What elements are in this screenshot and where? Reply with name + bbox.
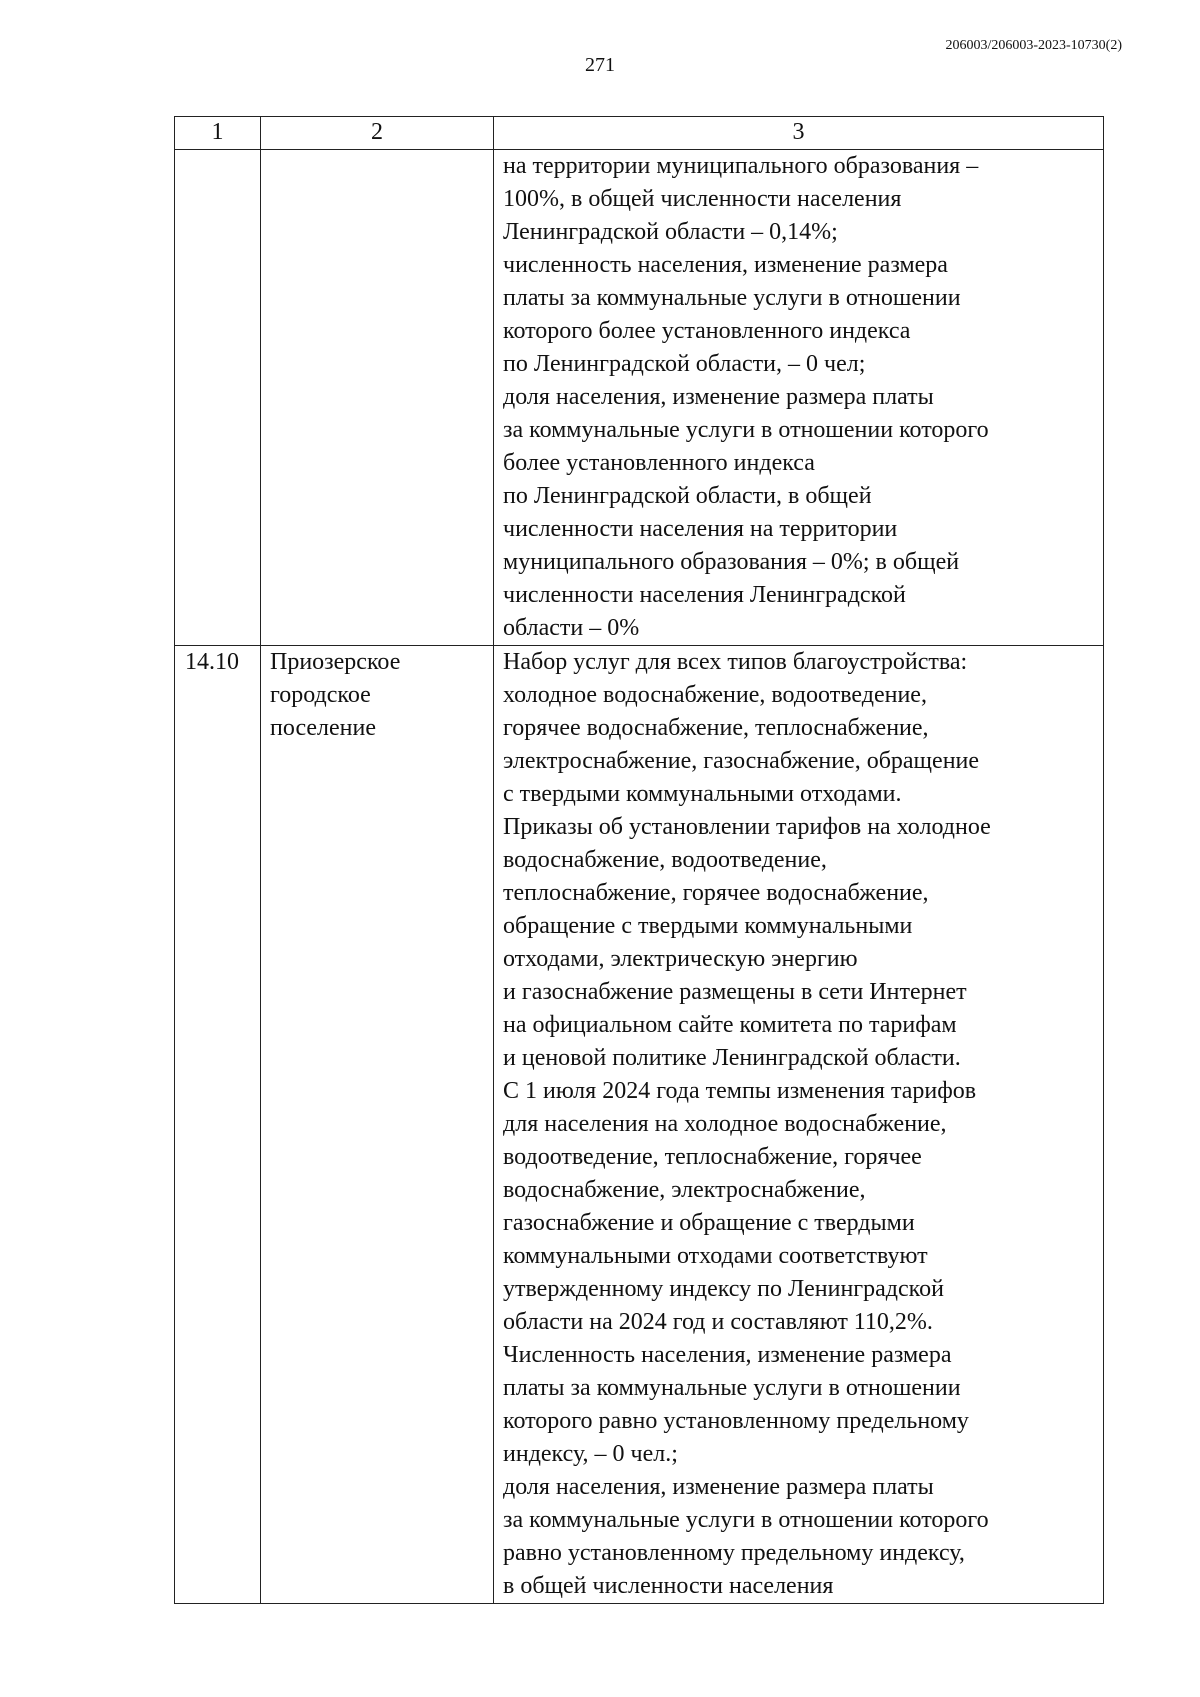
description-line: которого более установленного индекса [503,318,911,344]
description-line: для населения на холодное водоснабжение, [503,1111,947,1137]
description-line: газоснабжение и обращение с твердыми [503,1210,915,1236]
description-line: с твердыми коммунальными отходами. [503,781,902,807]
description-line: равно установленному предельному индексу, [503,1540,965,1566]
table-row [175,150,1104,646]
description-line: отходами, электрическую энергию [503,946,858,972]
description-line: Численность населения, изменение размера [503,1342,952,1368]
description-line: в общей численности населения [503,1573,834,1599]
description-line: Приказы об установлении тарифов на холодное [503,814,991,840]
municipality-name-line: Приозерское [270,649,401,675]
description-line: на территории муниципального образования – [503,153,979,179]
description-line: утвержденному индексу по Ленинградской [503,1276,944,1302]
description-line: 100%, в общей численности населения [503,186,902,212]
description-line: по Ленинградской области, – 0 чел; [503,351,866,377]
description-line: горячее водоснабжение, теплоснабжение, [503,715,929,741]
description-line: за коммунальные услуги в отношении которого [503,1507,989,1533]
description-line: доля населения, изменение размера платы [503,1474,934,1500]
row-number-cell [175,150,261,646]
municipality-name-line: поселение [270,715,377,741]
description-line: водоотведение, теплоснабжение, горячее [503,1144,922,1170]
description-line: и ценовой политике Ленинградской области. [503,1045,961,1071]
row-number: 14.10 [185,649,239,675]
description-line: которого равно установленному предельному [503,1408,969,1434]
description-line: Ленинградской области – 0,14%; [503,219,838,245]
description-line: Набор услуг для всех типов благоустройства: [503,649,968,675]
description-line: доля населения, изменение размера платы [503,384,934,410]
description-line: С 1 июля 2024 года темпы изменения тарифов [503,1078,977,1104]
description-line: области – 0% [503,615,640,641]
description-line: платы за коммунальные услуги в отношении [503,285,961,311]
description-line: численности населения на территории [503,516,898,542]
description-line: обращение с твердыми коммунальными [503,913,913,939]
municipality-name-line: городское [270,682,371,708]
column-header-2: 2 [261,117,494,150]
description-line: холодное водоснабжение, водоотведение, [503,682,927,708]
description-line: и газоснабжение размещены в сети Интернет [503,979,967,1005]
description-line: индексу, – 0 чел.; [503,1441,678,1467]
column-header-1: 1 [175,117,261,150]
description-line: по Ленинградской области, в общей [503,483,872,509]
description-cell [494,150,1104,646]
description-line: водоснабжение, водоотведение, [503,847,827,873]
description-line: за коммунальные услуги в отношении которого [503,417,989,443]
description-cell [494,646,1104,1604]
municipality-name-cell [261,646,494,1604]
row-number-cell [175,646,261,1604]
table-body [175,150,1104,1604]
table-row [175,646,1104,1604]
description-line: области на 2024 год и составляют 110,2%. [503,1309,933,1335]
tariff-table [174,116,1104,1604]
page-number: 271 [585,54,615,76]
column-header-3: 3 [494,117,1104,150]
description-line: на официальном сайте комитета по тарифам [503,1012,957,1038]
description-line: муниципального образования – 0%; в общей [503,549,960,575]
description-line: электроснабжение, газоснабжение, обращение [503,748,980,774]
municipality-name-cell [261,150,494,646]
document-id: 206003/206003-2023-10730(2) [945,38,1122,53]
description-line: теплоснабжение, горячее водоснабжение, [503,880,929,906]
description-line: коммунальными отходами соответствуют [503,1243,928,1269]
description-line: более установленного индекса [503,450,815,476]
table-header-row [175,117,1104,150]
description-line: численность населения, изменение размера [503,252,948,278]
description-line: водоснабжение, электроснабжение, [503,1177,866,1203]
description-line: численности населения Ленинградской [503,582,906,608]
description-line: платы за коммунальные услуги в отношении [503,1375,961,1401]
